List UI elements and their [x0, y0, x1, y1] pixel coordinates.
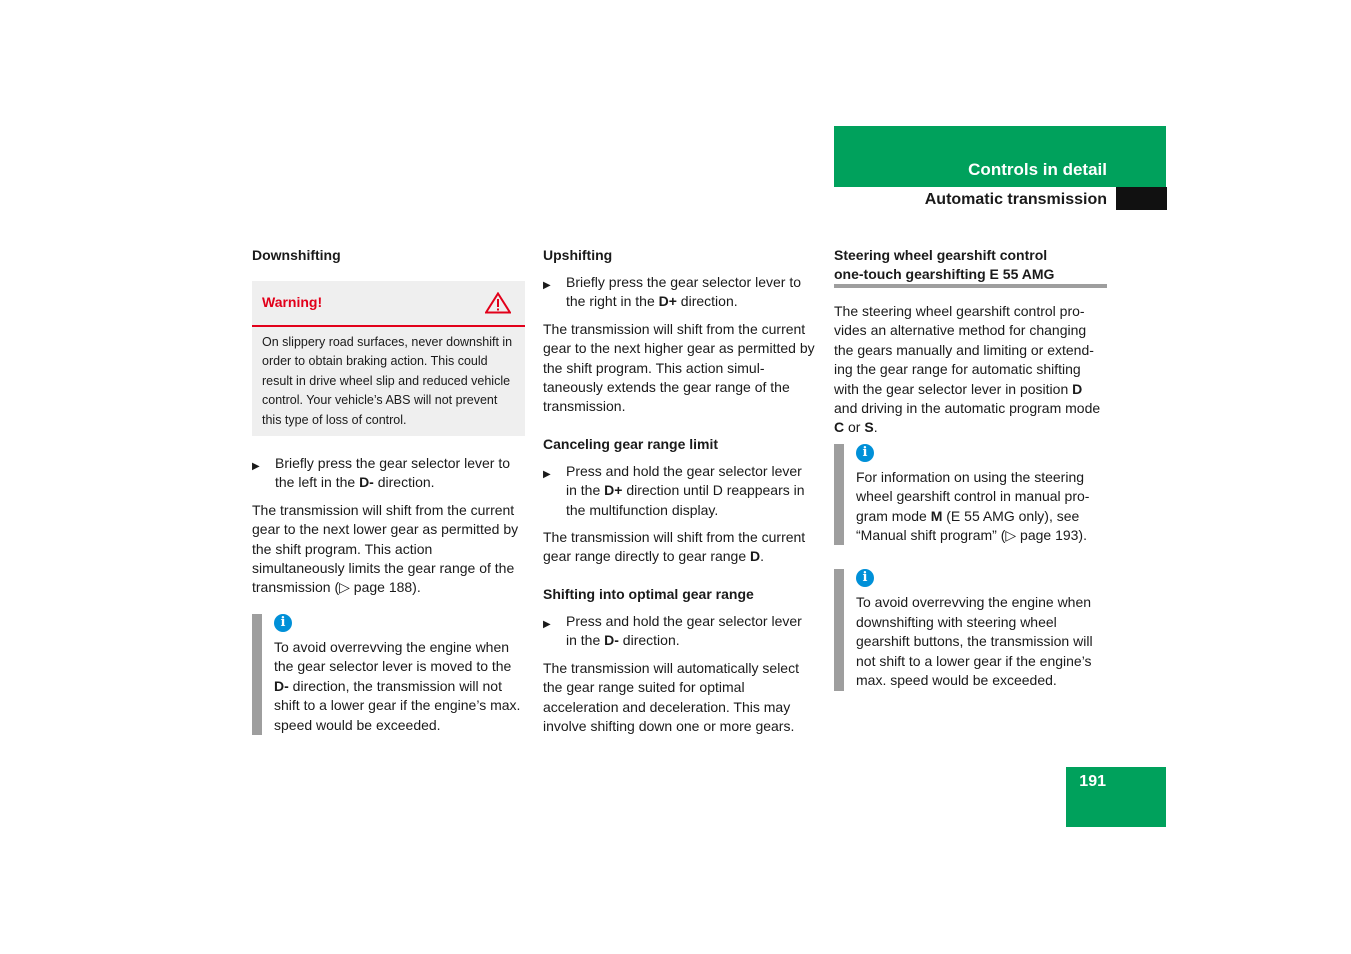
- warning-title: Warning!: [262, 294, 323, 311]
- warning-box: [252, 281, 525, 436]
- bullet-arrow-icon: ▶: [252, 461, 260, 473]
- warning-header: [252, 281, 525, 327]
- paragraph: The transmission will shift from the current gear to the next higher gear as permitted by the shift program. This action simul-taneously extends the gear range of the transmission.: [543, 320, 815, 415]
- warning-triangle-icon: [485, 292, 511, 314]
- bullet-arrow-icon: ▶: [543, 468, 551, 480]
- page-number-box: [1066, 767, 1166, 827]
- info-note-text: For information on using the steering wheel gearshift control in manual pro-gram mode M (E 55 AMG only), see “Manual shift program” (▷ page 193).: [856, 468, 1090, 544]
- steering-heading-text: Steering wheel gearshift control one-touch gearshifting E 55 AMG: [834, 247, 1055, 282]
- column-upshifting: [543, 246, 816, 744]
- list-item: [252, 454, 525, 493]
- info-icon: i: [856, 444, 874, 462]
- info-note: [834, 569, 1107, 690]
- list-item: [543, 462, 816, 520]
- info-note-text: To avoid overrevving the engine when downshifting with steering wheel gearshift buttons, the transmission will not shift to a lower gear if the engine’s max. speed would be exceeded.: [856, 594, 1093, 689]
- page-number: 191: [1079, 773, 1106, 790]
- canceling-heading: Canceling gear range limit: [543, 435, 719, 452]
- info-note: [252, 614, 525, 735]
- section-header-bar: [834, 126, 1166, 187]
- list-item: [543, 273, 816, 312]
- downshifting-heading: Downshifting: [252, 247, 341, 263]
- info-note: [834, 444, 1107, 546]
- warning-text: On slippery road surfaces, never downshift in order to obtain braking action. This could result in drive wheel slip and reduced vehicle control. Your vehicle’s ABS will not prevent this type of loss of control.: [262, 335, 513, 427]
- list-item: [543, 612, 816, 651]
- steering-heading: [834, 246, 1107, 288]
- upshifting-heading: Upshifting: [543, 247, 613, 263]
- bullet-arrow-icon: ▶: [543, 618, 551, 630]
- paragraph: The transmission will automatically select the gear range suited for optimal acceleration and deceleration. This may involve shifting down one or more gears.: [543, 659, 799, 734]
- list-item-text: Press and hold the gear selector lever in the D+ direction until D reappears in the multifunction display.: [566, 462, 805, 518]
- list-item-text: Briefly press the gear selector lever to the left in the D- direction.: [275, 455, 510, 491]
- section-title: Controls in detail: [968, 160, 1107, 179]
- column-downshifting: [252, 246, 525, 755]
- subsection-title: Automatic transmission: [924, 191, 1107, 208]
- paragraph: The steering wheel gearshift control pro-vides an alternative method for changing the gears manually and limiting or extend-ing the gear range for automatic shifting with the gear selector lever in position D and driving in the automatic program mode C or S.: [834, 303, 1101, 436]
- list-item-text: Briefly press the gear selector lever to the right in the D+ direction.: [566, 274, 801, 310]
- list-item-text: Press and hold the gear selector lever in the D- direction.: [566, 612, 802, 649]
- section-tab-marker: [1116, 187, 1167, 210]
- info-icon: i: [856, 569, 874, 587]
- info-note-text: To avoid overrevving the engine when the gear selector lever is moved to the D- direction, the transmission will not shift to a lower gear if the engine’s max. speed would be exceeded.: [274, 638, 521, 733]
- bullet-arrow-icon: ▶: [543, 280, 551, 291]
- info-icon: i: [274, 614, 292, 632]
- paragraph: The transmission will shift from the current gear to the next lower gear as permitted by the shift program. This action simultaneously limits the gear range of the transmission (▷ page 188).: [252, 501, 519, 596]
- optimal-gear-heading: Shifting into optimal gear range: [543, 585, 754, 602]
- paragraph: The transmission will shift from the current gear range directly to gear range D.: [543, 529, 806, 565]
- column-steering-wheel: [834, 246, 1107, 711]
